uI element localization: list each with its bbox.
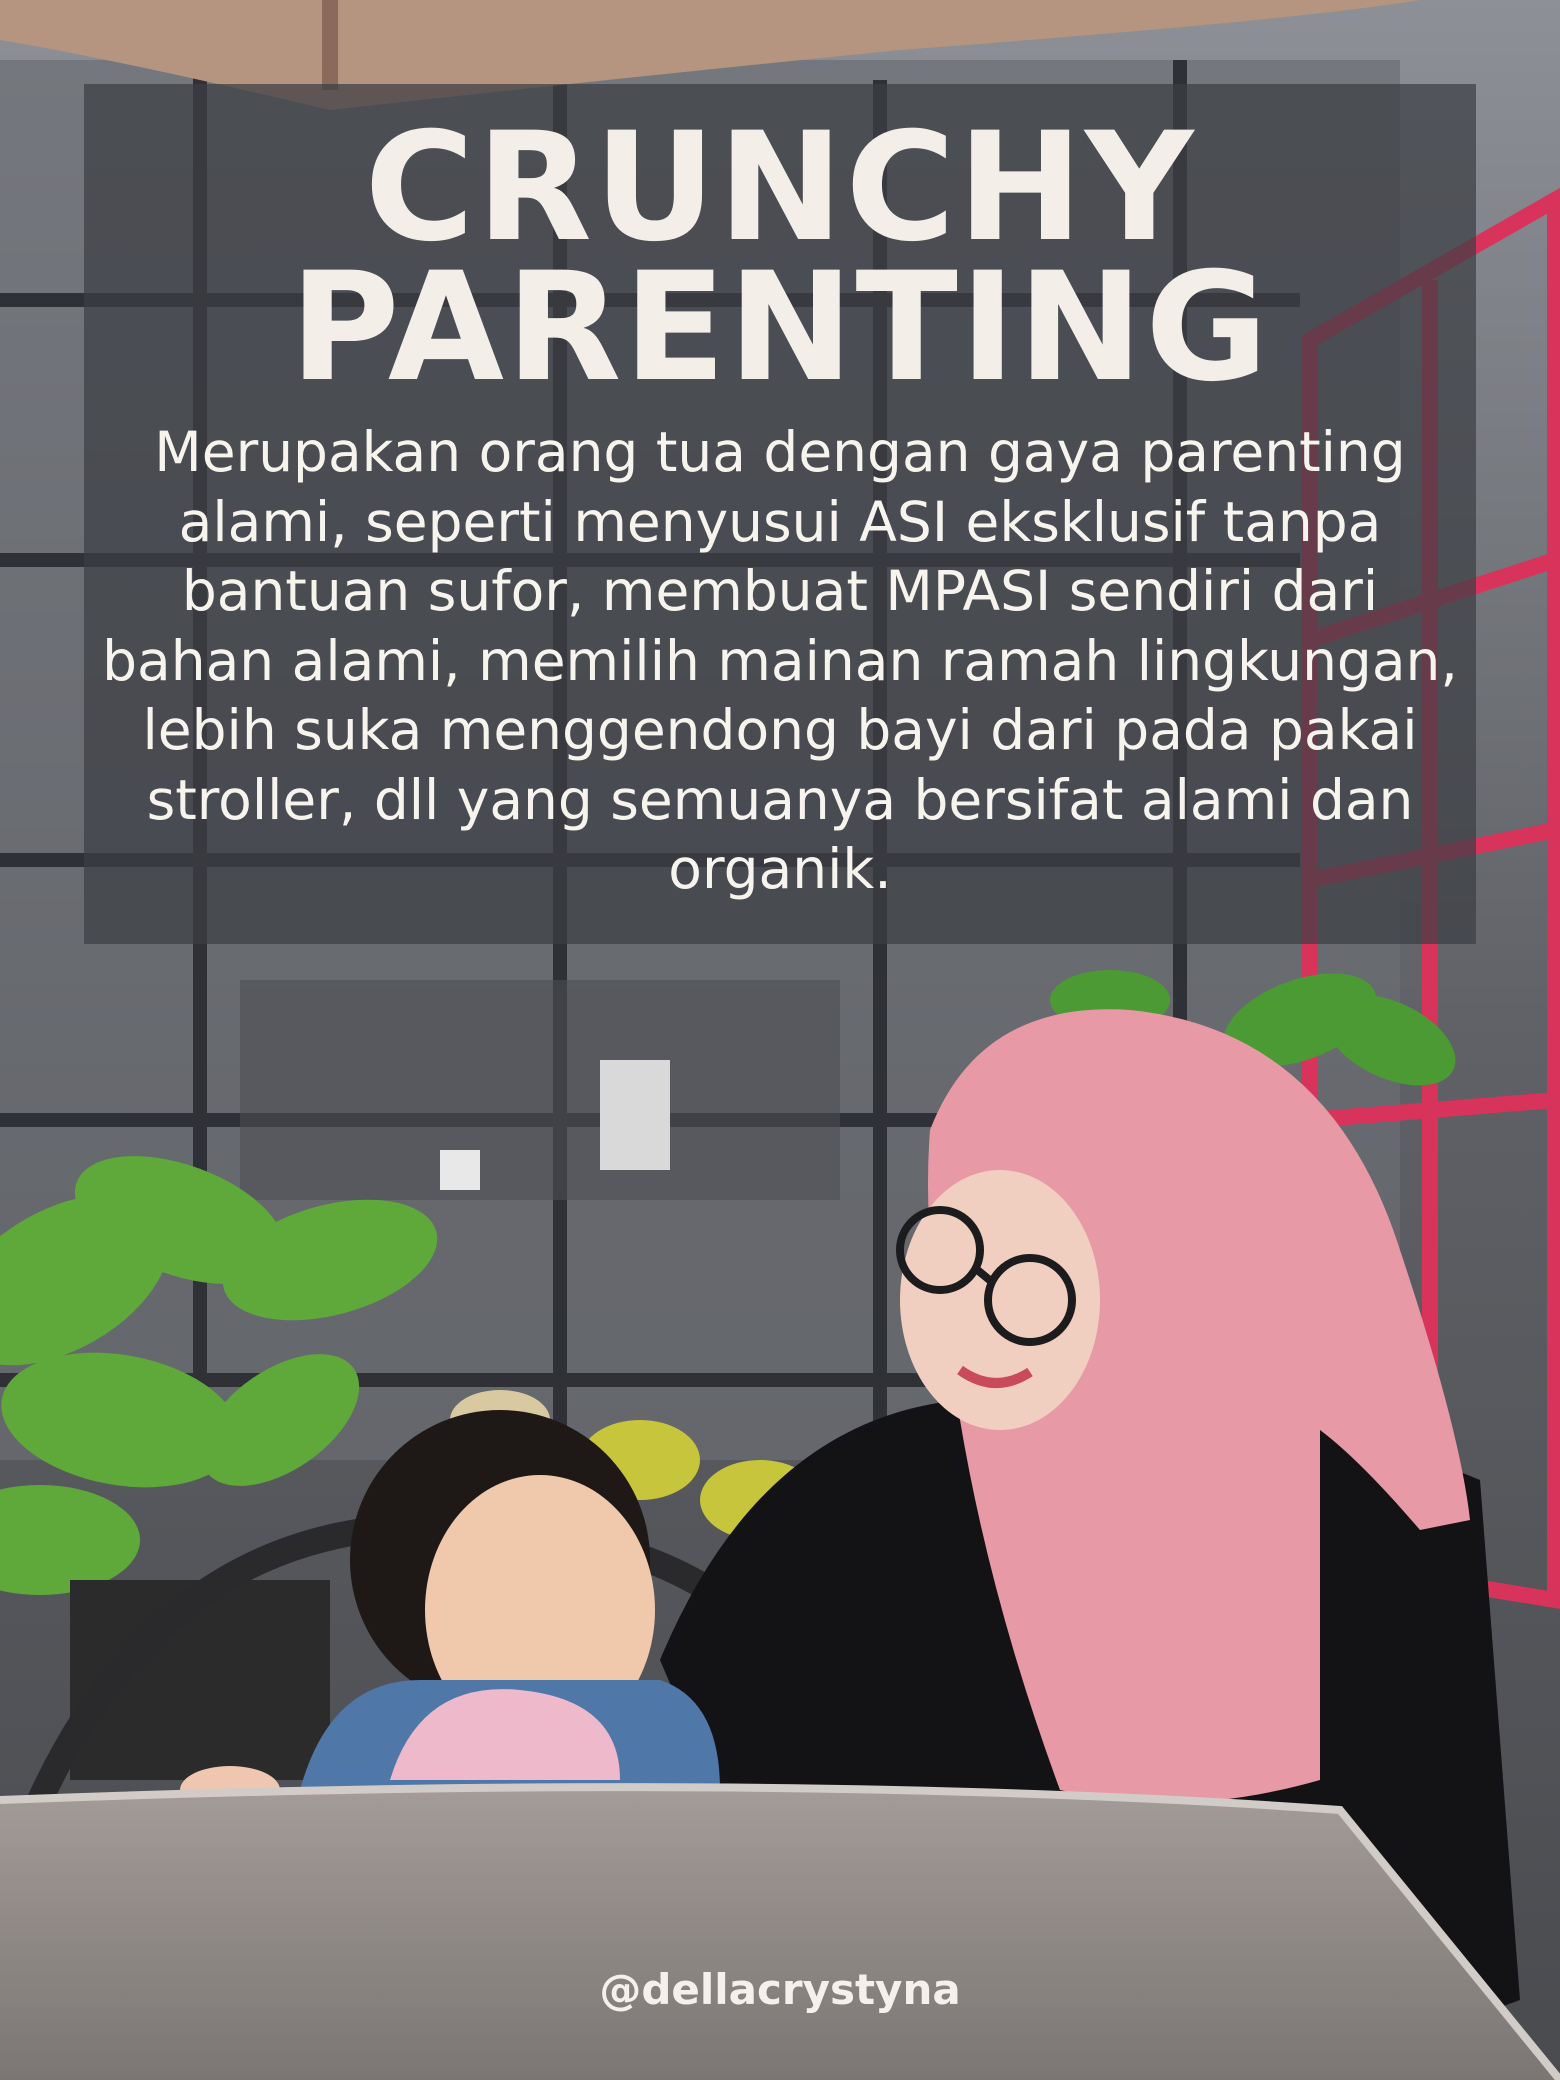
author-handle: @dellacrystyna — [599, 1965, 961, 2014]
title-line-2: PARENTING — [289, 241, 1271, 415]
tissue-box — [440, 1150, 480, 1190]
interior-shelf — [240, 980, 840, 1200]
title-line-1: CRUNCHY — [364, 101, 1196, 275]
description-paragraph: Merupakan orang tua dengan gaya parenting alami, seperti menyusui ASI eksklusif tanpa bantuan sufor, membuat MPASI sendiri dari bahan alami, memilih mainan ramah lingkungan, lebih suka menggendong bayi dari pada pakai stroller, dll yang semuanya bersifat alami dan organik. — [102, 420, 1458, 901]
table-top — [0, 1787, 1560, 2080]
page-title — [84, 101, 1476, 415]
air-cooler — [600, 1060, 670, 1170]
umbrella-pole — [322, 0, 338, 90]
